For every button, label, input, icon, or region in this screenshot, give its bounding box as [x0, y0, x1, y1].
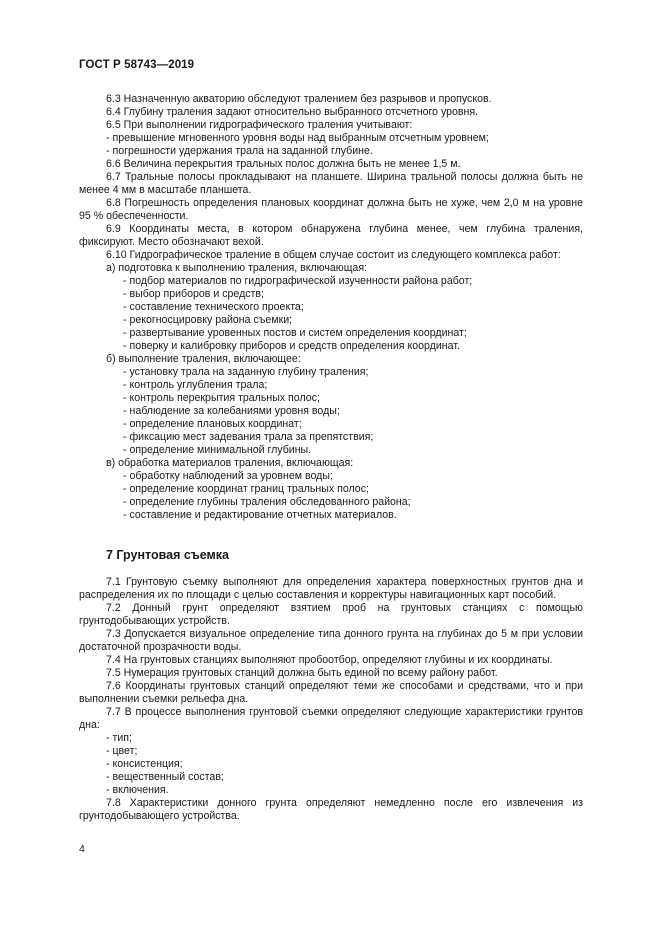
paragraph: 6.9 Координаты места, в котором обнаружена глубина менее, чем глубина траления, фиксируют. Место обозначают вехой.: [79, 223, 583, 248]
list-item: - определение координат границ тральных полос;: [123, 483, 369, 495]
list-item: - определение плановых координат;: [123, 418, 302, 430]
paragraph: 7.4 На грунтовых станциях выполняют пробоотбор, определяют глубины и их координаты.: [106, 654, 553, 666]
list-item: - контроль перекрытия тральных полос;: [123, 392, 320, 404]
paragraph: б) выполнение траления, включающее:: [106, 353, 301, 365]
list-item: - определение глубины траления обследованного района;: [123, 496, 411, 508]
paragraph: 7.7 В процессе выполнения грунтовой съемки определяют следующие характеристики грунтов дна:: [79, 706, 583, 731]
paragraph: 7.3 Допускается визуальное определение типа донного грунта на глубинах до 5 м при условии достаточной прозрачности воды.: [79, 628, 583, 653]
list-item: - цвет;: [106, 745, 138, 757]
list-item: - определение минимальной глубины.: [123, 444, 312, 456]
paragraph: 6.6 Величина перекрытия тральных полос должна быть не менее 1,5 м.: [106, 158, 461, 170]
list-item: - наблюдение за колебаниями уровня воды;: [123, 405, 340, 417]
list-item: - обработку наблюдений за уровнем воды;: [123, 470, 333, 482]
paragraph: 7.6 Координаты грунтовых станций определяют теми же способами и средствами, что и при выполнении съемки рельефа дна.: [79, 680, 583, 705]
paragraph: 6.10 Гидрографическое траление в общем случае состоит из следующего комплекса работ:: [106, 249, 561, 261]
list-item: - контроль углубления трала;: [123, 379, 268, 391]
list-item: - поверку и калибровку приборов и средств определения координат.: [123, 340, 460, 352]
list-item: - превышение мгновенного уровня воды над выбранным отсчетным уровнем;: [106, 132, 489, 144]
list-item: - вещественный состав;: [106, 771, 224, 783]
section-title: 7 Грунтовая съемка: [106, 548, 229, 562]
paragraph: 6.5 При выполнении гидрографического траления учитывают:: [106, 119, 413, 131]
paragraph: 6.8 Погрешность определения плановых координат должна быть не хуже, чем 2,0 м на уровне 95 % обеспеченности.: [79, 197, 583, 222]
page-number: 4: [79, 843, 85, 855]
list-item: - составление технического проекта;: [123, 301, 304, 313]
list-item: - развертывание уровенных постов и систем определения координат;: [123, 327, 467, 339]
list-item: - подбор материалов по гидрографической изученности района работ;: [123, 275, 473, 287]
paragraph: а) подготовка к выполнению траления, включающая:: [106, 262, 367, 274]
list-item: - тип;: [106, 732, 132, 744]
list-item: - выбор приборов и средств;: [123, 288, 264, 300]
paragraph: 7.1 Грунтовую съемку выполняют для определения характера поверхностных грунтов дна и распределения их по площади с целью составления и корректуры навигационных карт пособий.: [79, 576, 583, 601]
list-item: - консистенция;: [106, 758, 183, 770]
list-item: - включения.: [106, 784, 169, 796]
list-item: - составление и редактирование отчетных материалов.: [123, 509, 397, 521]
clauses-section-6: [79, 93, 583, 522]
list-item: - установку трала на заданную глубину траления;: [123, 366, 369, 378]
paragraph: в) обработка материалов траления, включающая:: [106, 457, 354, 469]
paragraph: 6.4 Глубину траления задают относительно выбранного отсчетного уровня.: [106, 106, 479, 118]
list-item: - фиксацию мест задевания трала за препятствия;: [123, 431, 374, 443]
list-item: - рекогносцировку района съемки;: [123, 314, 293, 326]
standard-header: ГОСТ Р 58743—2019: [79, 59, 195, 71]
paragraph: 7.2 Донный грунт определяют взятием проб на грунтовых станциях с помощью грунтодобывающих устройств.: [79, 602, 583, 627]
paragraph: 7.5 Нумерация грунтовых станций должна быть единой по всему району работ.: [106, 667, 498, 679]
list-item: - погрешности удержания трала на заданной глубине.: [106, 145, 373, 157]
paragraph: 7.8 Характеристики донного грунта определяют немедленно после его извлечения из грунтодобывающего устройства.: [79, 797, 583, 822]
paragraph: 6.3 Назначенную акваторию обследуют тралением без разрывов и пропусков.: [106, 93, 492, 105]
paragraph: 6.7 Тральные полосы прокладывают на планшете. Ширина тральной полосы должна быть не менее 4 мм в масштабе планшета.: [79, 171, 583, 196]
clauses-section-7: [79, 576, 583, 823]
